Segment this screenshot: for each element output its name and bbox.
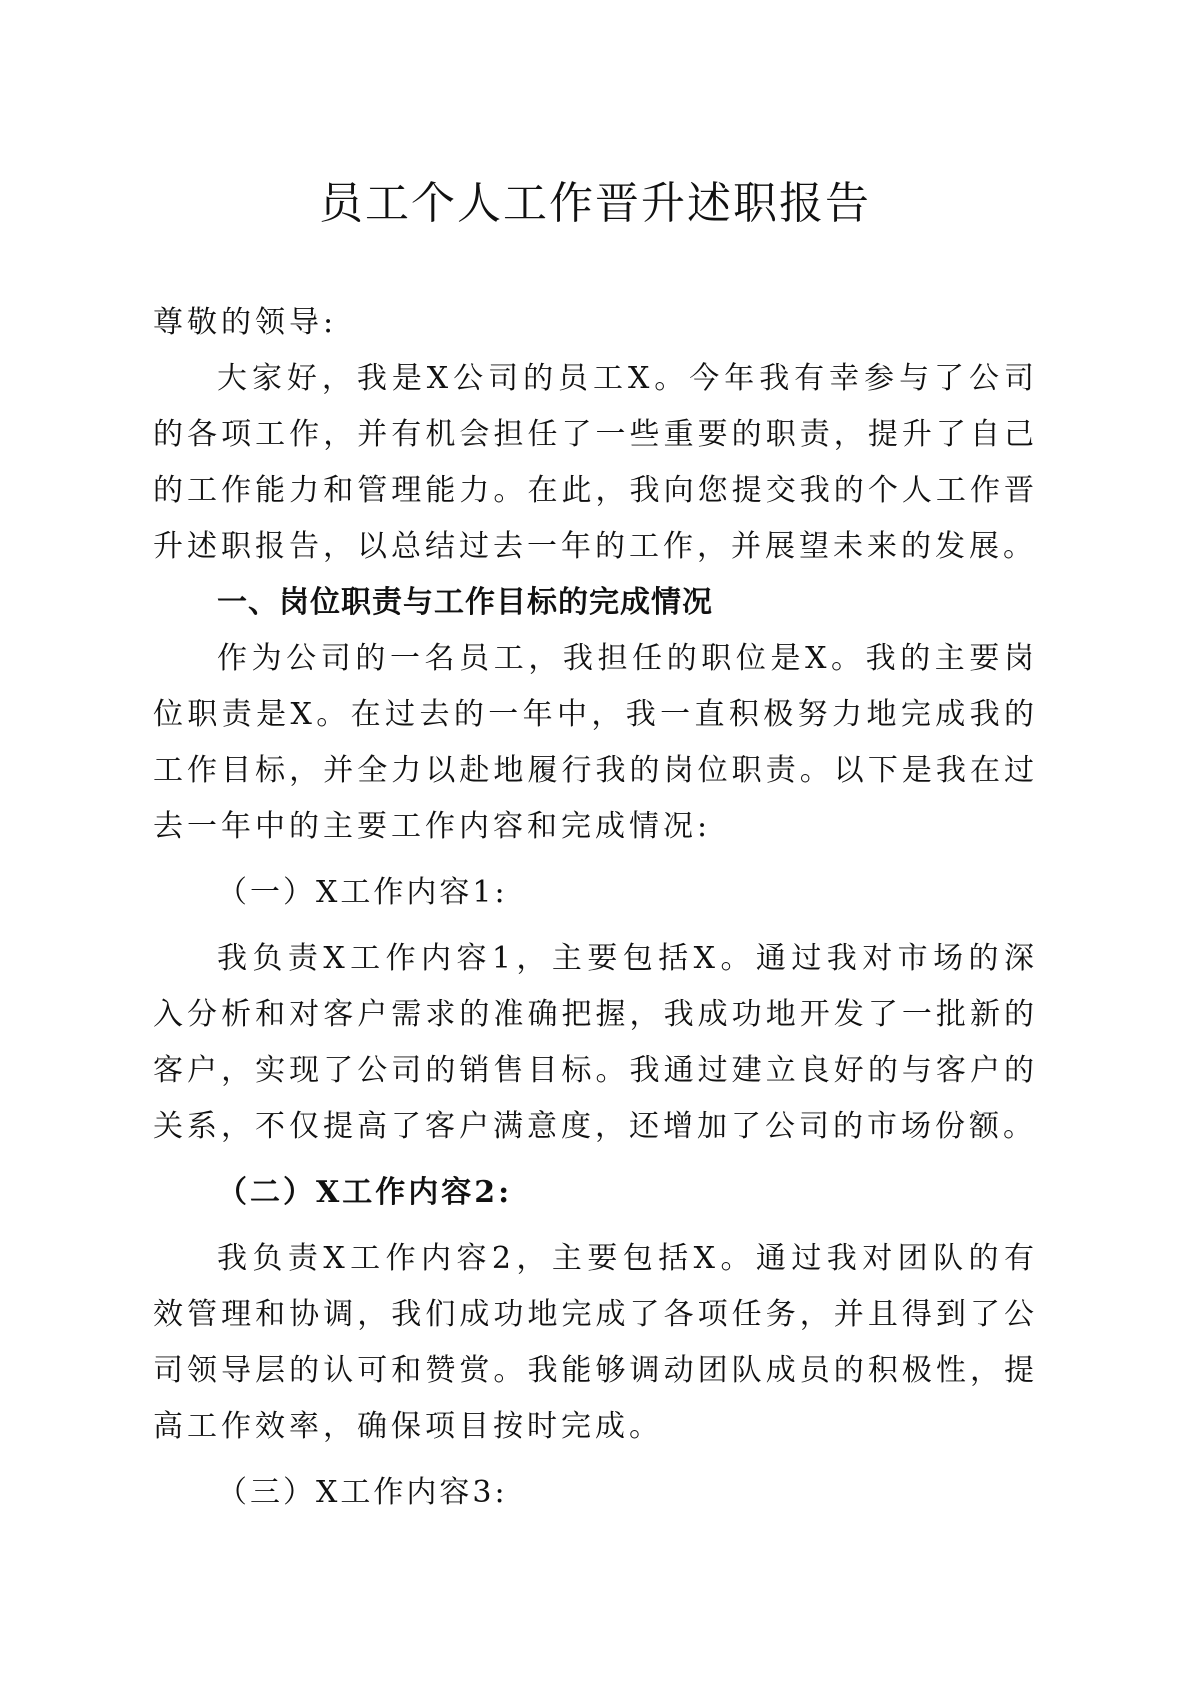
document-title: 员工个人工作晋升述职报告 [319,178,871,229]
item-paragraph: 我负责X工作内容2，主要包括X。通过我对团队的有效管理和协调，我们成功地完成了各项任务，并且得到了公司领导层的认可和赞赏。我能够调动团队成员的积极性，提高工作效率，确保项目按时完成。 [153,1241,1038,1444]
item-paragraph: 我负责X工作内容1，主要包括X。通过我对市场的深入分析和对客户需求的准确把握，我成功地开发了一批新的客户，实现了公司的销售目标。我通过建立良好的与客户的关系，不仅提高了客户满意度，还增加了公司的市场份额。 [153,941,1038,1144]
document-body [153,295,1038,1521]
salutation: 尊敬的领导: [153,305,338,340]
item-heading: （二）X工作内容2: [217,1175,513,1210]
intro-paragraph: 大家好，我是X公司的员工X。今年我有幸参与了公司的各项工作，并有机会担任了一些重要的职责，提升了自己的工作能力和管理能力。在此，我向您提交我的个人工作晋升述职报告，以总结过去一年的工作，并展望未来的发展。 [153,361,1038,564]
section-heading: 一、岗位职责与工作目标的完成情况 [217,585,713,620]
item-heading: （三）X工作内容3: [217,1475,508,1510]
section-paragraph: 作为公司的一名员工，我担任的职位是X。我的主要岗位职责是X。在过去的一年中，我一直积极努力地完成我的工作目标，并全力以赴地履行我的岗位职责。以下是我在过去一年中的主要工作内容和完成情况: [153,641,1038,844]
item-heading: （一）X工作内容1: [217,875,508,910]
